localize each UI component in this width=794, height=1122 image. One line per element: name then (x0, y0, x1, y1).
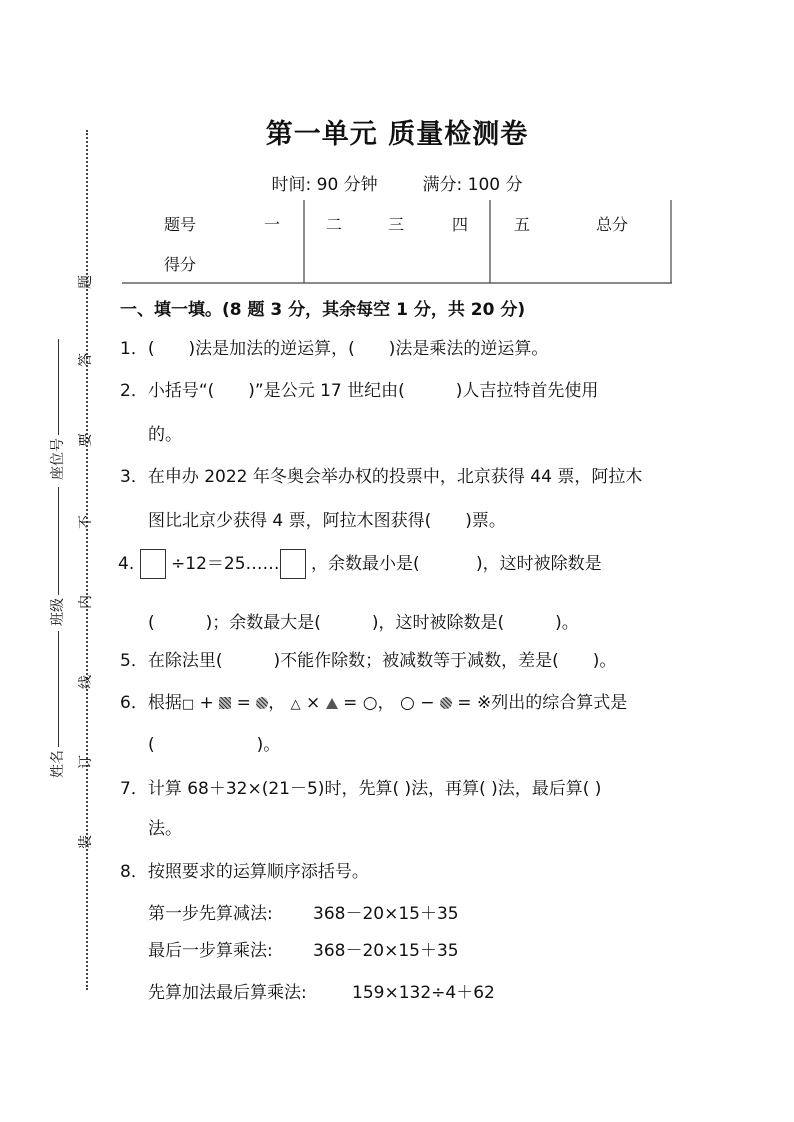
binding-char-5: 内 (78, 595, 94, 609)
question-5: 5．在除法里( )不能作除数；被减数等于减数，差是( )。 (120, 651, 617, 671)
triangle-icon: △ (290, 697, 301, 712)
score-table (122, 200, 672, 284)
name-label: 姓名 (50, 750, 66, 778)
question-4-line-1 (118, 549, 602, 579)
header-part-2: 二 (326, 215, 343, 234)
name-field[interactable] (47, 631, 67, 778)
binding-char-4: 不 (78, 515, 94, 529)
class-field[interactable] (47, 487, 67, 626)
page-title: 第一单元 质量检测卷 (265, 119, 529, 150)
q8-item-1-expression[interactable]: 368－20×15＋35 (313, 904, 459, 924)
binding-char-8: 装 (78, 835, 94, 849)
binding-char-1: 题 (78, 275, 94, 289)
question-7-line-2: 法。 (148, 819, 182, 839)
question-1: 1．( )法是加法的逆运算，( )法是乘法的逆运算。 (120, 339, 549, 359)
equals-circle-minus: = ○， ○ − (337, 693, 440, 713)
hatched-circle-icon (256, 697, 268, 709)
q8-item-3-label: 先算加法最后算乘法: (148, 983, 307, 1003)
row-score-label: 得分 (164, 255, 197, 274)
binding-char-3: 要 (78, 433, 94, 447)
seat-number-label: 座位号 (50, 438, 66, 480)
question-7-line-1: 7．计算 68＋32×(21－5)时，先算( )法，再算( )法，最后算( ) (120, 779, 602, 799)
comma-1: ， (268, 693, 291, 713)
plus-sign: + (194, 693, 220, 713)
time-info: 时间: 90 分钟 (271, 175, 378, 195)
hatched-triangle-icon (326, 698, 338, 709)
header-part-4: 四 (452, 215, 469, 234)
binding-char-2: 答 (78, 353, 94, 367)
question-4-number: 4. (118, 554, 135, 574)
header-part-3: 三 (388, 215, 405, 234)
question-2-line-1: 2．小括号“( )”是公元 17 世纪由( )人吉拉特首先使用 (120, 381, 599, 401)
header-part-1: 一 (264, 215, 281, 234)
seat-number-field[interactable] (47, 339, 67, 480)
question-6-tail: = ※列出的综合算式是 (451, 693, 628, 713)
binding-dotted-line (86, 130, 88, 990)
binding-char-6: 线 (78, 675, 94, 689)
question-3-line-2: 图比北京少获得 4 票，阿拉木图获得( )票。 (148, 511, 506, 531)
hatched-circle-icon-2 (440, 697, 452, 709)
binding-char-7: 订 (78, 755, 94, 769)
remainder-box[interactable] (280, 549, 306, 579)
header-question-number: 题号 (164, 215, 197, 234)
question-3-line-1: 3．在申办 2022 年冬奥会举办权的投票中，北京获得 44 票，阿拉木 (120, 467, 643, 487)
question-8: 8．按照要求的运算顺序添括号。 (120, 862, 369, 882)
question-4-tail: ，余数最小是( )，这时被除数是 (310, 554, 602, 574)
square-icon: □ (181, 697, 195, 712)
q8-item-2-expression[interactable]: 368－20×15＋35 (313, 941, 459, 961)
full-score-info: 满分: 100 分 (422, 175, 523, 195)
equals-sign-1: = (231, 693, 257, 713)
question-6-line-2: ( )。 (148, 735, 281, 755)
question-6-prefix: 6．根据 (120, 693, 182, 713)
times-sign: × (300, 693, 326, 713)
question-2-line-2: 的。 (148, 425, 182, 445)
section-1-heading: 一、填一填。(8 题 3 分，其余每空 1 分，共 20 分) (120, 300, 526, 320)
hatched-square-icon (219, 697, 231, 709)
question-6-line-1 (120, 688, 627, 713)
header-total: 总分 (596, 215, 629, 234)
class-label: 班级 (50, 598, 66, 626)
header-part-5: 五 (514, 215, 531, 234)
q8-item-3-expression[interactable]: 159×132÷4＋62 (352, 983, 495, 1003)
exam-info (0, 170, 794, 195)
q8-item-1-label: 第一步先算减法: (148, 904, 273, 924)
q8-item-2-label: 最后一步算乘法: (148, 941, 273, 961)
question-4-line-2: ( )；余数最大是( )，这时被除数是( )。 (148, 613, 579, 633)
question-4-equation: ÷12＝25…… (171, 554, 280, 574)
dividend-box[interactable] (140, 549, 166, 579)
